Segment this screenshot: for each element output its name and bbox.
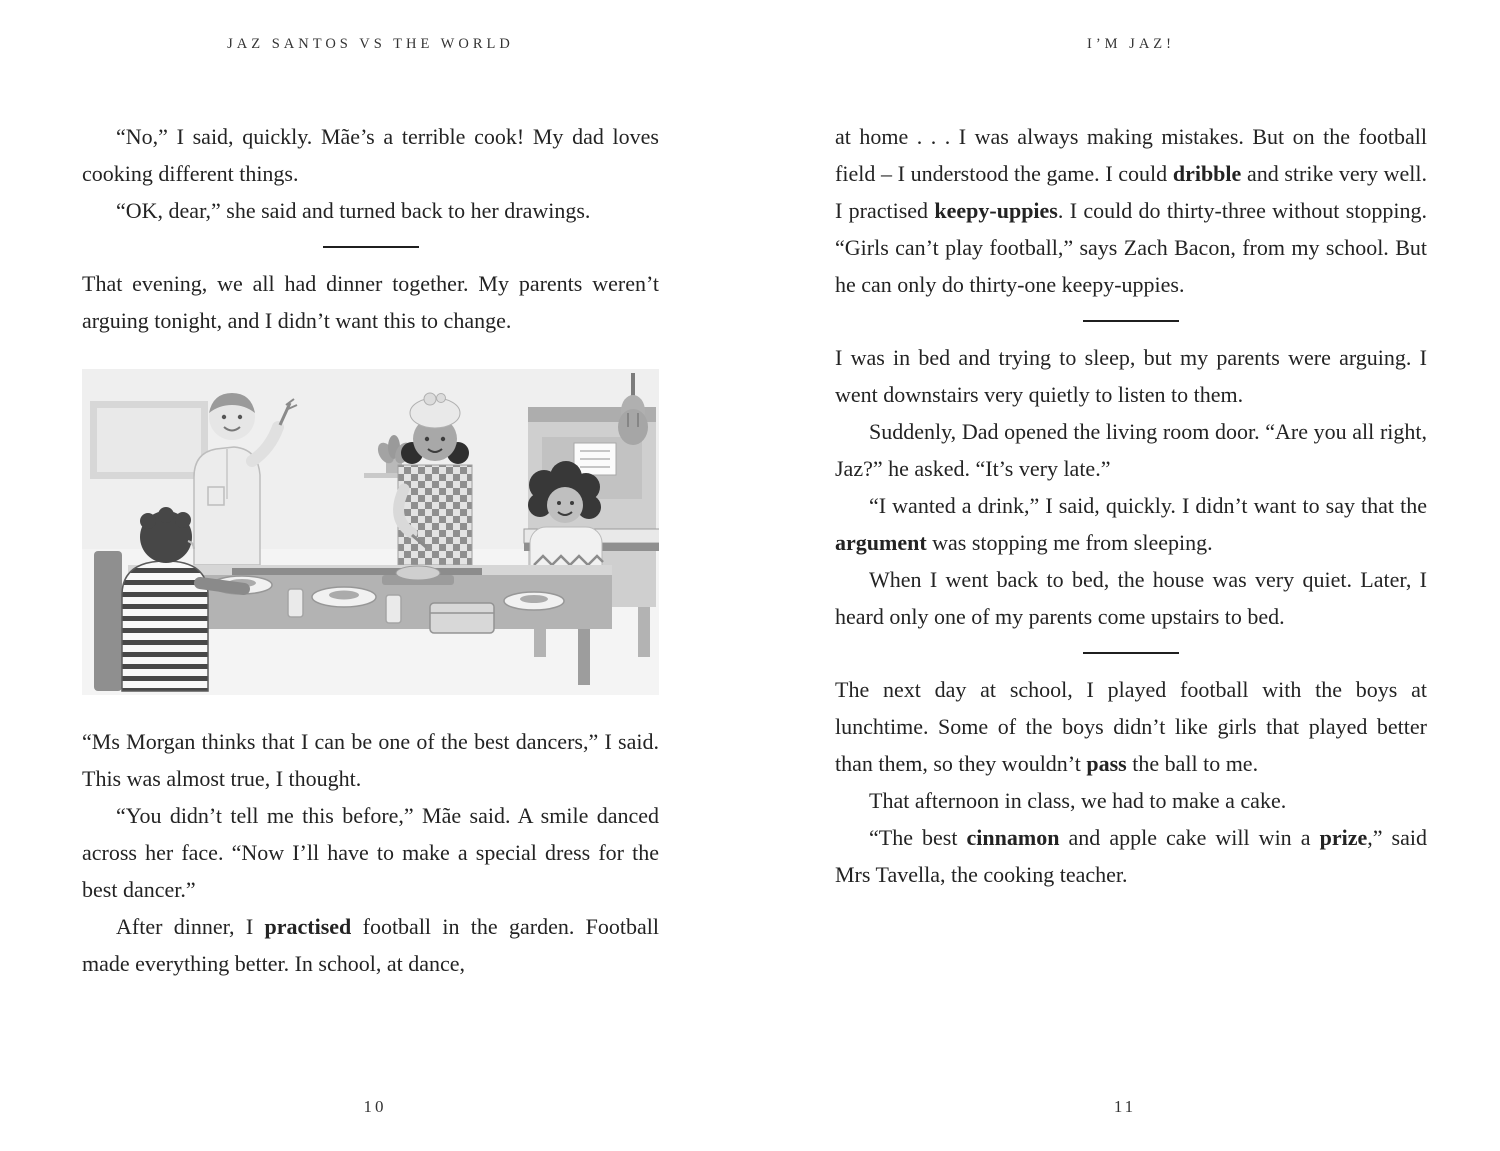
text-run: “You didn’t tell me this before,” Mãe said. A smile danced across her face. “Now I’ll have to make a special dress for the best dancer.” — [82, 803, 659, 902]
page-body — [82, 118, 659, 982]
text-run: That afternoon in class, we had to make a cake. — [869, 788, 1287, 813]
text-run: ,” said Mrs Tavella, the cooking teacher. — [835, 825, 1427, 887]
page-right — [750, 0, 1500, 1151]
text-run: After dinner, I — [116, 914, 265, 939]
section-divider — [323, 246, 419, 248]
paragraph — [835, 487, 1427, 561]
text-run: “I wanted a drink,” I said, quickly. I didn’t want to say that the — [869, 493, 1427, 518]
family-dinner-illustration-svg — [82, 369, 659, 695]
paragraph — [835, 339, 1427, 413]
text-run: was stopping me from sleeping. — [926, 530, 1213, 555]
paragraph — [835, 819, 1427, 893]
paragraph — [835, 782, 1427, 819]
page-number-left: 10 — [363, 1097, 387, 1116]
text-run: “The best — [869, 825, 967, 850]
text-run: the ball to me. — [1126, 751, 1259, 776]
text-run: at home . . . I was always making mistakes. But on the football field – I understood the game. I could — [835, 124, 1427, 186]
paragraph — [82, 118, 659, 192]
dinner-illustration — [82, 369, 659, 695]
bold-text-run: practised — [264, 914, 352, 939]
section-divider — [1083, 652, 1179, 654]
text-run: The next day at school, I played football with the boys at lunchtime. Some of the boys didn’t like girls that played better than them, so they wouldn’t — [835, 677, 1427, 776]
paragraph — [835, 671, 1427, 782]
paragraph — [82, 723, 659, 797]
bold-text-run: argument — [835, 530, 927, 555]
bold-text-run: pass — [1086, 751, 1127, 776]
paragraph — [82, 192, 659, 229]
text-run: football in the garden. Football made everything better. In school, at dance, — [82, 914, 659, 976]
text-run: “OK, dear,” she said and turned back to her drawings. — [116, 198, 591, 223]
bold-text-run: cinnamon — [966, 825, 1060, 850]
paragraph — [835, 561, 1427, 635]
paragraph — [835, 118, 1427, 303]
text-run: and apple cake will win a — [1059, 825, 1320, 850]
running-head-right: I’M JAZ! — [1087, 36, 1175, 52]
section-divider — [1083, 320, 1179, 322]
text-run: That evening, we all had dinner together. My parents weren’t arguing tonight, and I didn’t want this to change. — [82, 271, 659, 333]
page-number-right: 11 — [1113, 1097, 1137, 1116]
paragraph — [82, 265, 659, 339]
text-run: “No,” I said, quickly. Mãe’s a terrible cook! My dad loves cooking different things. — [82, 124, 659, 186]
text-run: When I went back to bed, the house was very quiet. Later, I heard only one of my parents come upstairs to bed. — [835, 567, 1427, 629]
running-head-left: JAZ SANTOS VS THE WORLD — [227, 36, 514, 52]
text-run: . I could do thirty-three without stopping. “Girls can’t play football,” says Zach Bacon, from my school. But he can only do thirty-one keepy-uppies. — [835, 198, 1428, 297]
bold-text-run: keepy-uppies — [934, 198, 1058, 223]
page-body — [835, 118, 1427, 893]
text-run: and strike very well. I practised — [835, 161, 1427, 223]
text-run: “Ms Morgan thinks that I can be one of the best dancers,” I said. This was almost true, I thought. — [82, 729, 659, 791]
bold-text-run: dribble — [1172, 161, 1242, 186]
paragraph — [82, 908, 659, 982]
paragraph — [82, 797, 659, 908]
text-run: Suddenly, Dad opened the living room door. “Are you all right, Jaz?” he asked. “It’s very late.” — [835, 419, 1427, 481]
paragraph — [835, 413, 1427, 487]
text-run: I was in bed and trying to sleep, but my parents were arguing. I went downstairs very quietly to listen to them. — [835, 345, 1427, 407]
bold-text-run: prize — [1319, 825, 1368, 850]
